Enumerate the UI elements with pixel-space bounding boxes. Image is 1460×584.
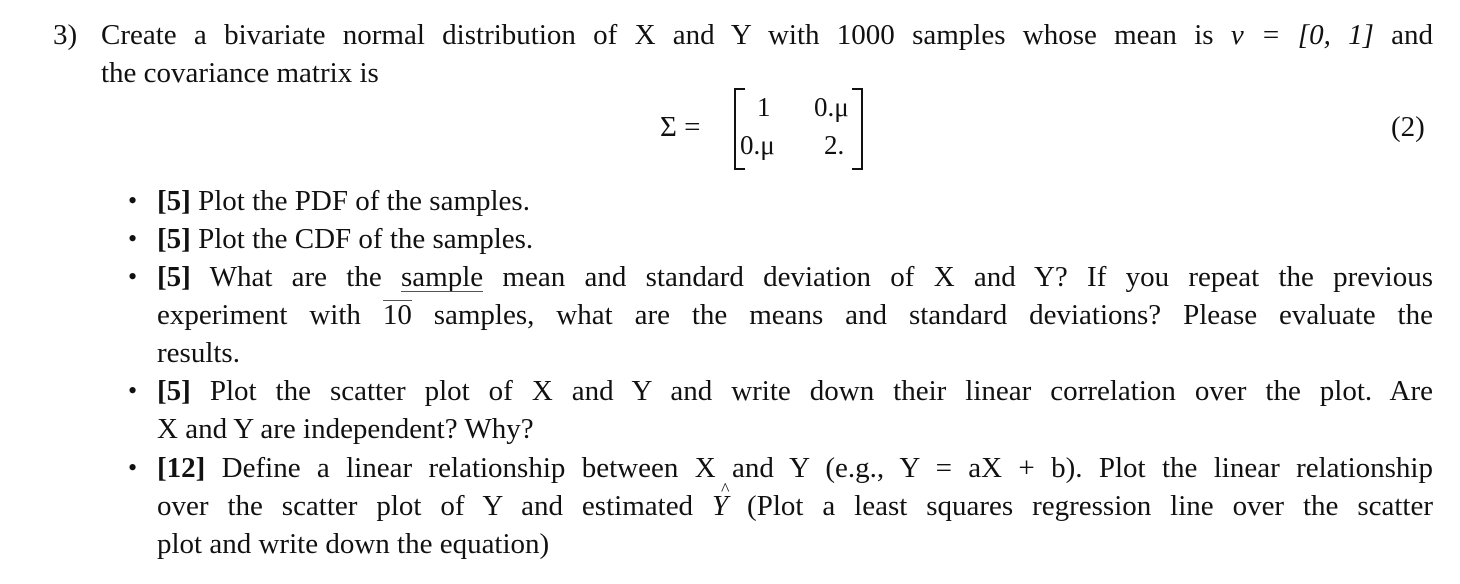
- bullet-5-line-3: plot and write down the equation): [157, 528, 550, 560]
- bullet-1-points: [5]: [157, 185, 191, 217]
- bullet-1-text: Plot the PDF of the samples.: [198, 185, 530, 217]
- bullet-5-line-1: [157, 451, 1433, 485]
- bullet-3-overlined-number: 10: [382, 299, 412, 331]
- bullet-3-line-2: [157, 298, 1433, 332]
- bullet-dot-2: •: [128, 224, 138, 253]
- bullet-5-text: Define a linear relationship between X and Y (e.g., Y = aX + b). Plot the linear relationship: [221, 452, 1433, 484]
- matrix-a11: 1: [757, 92, 771, 122]
- bullet-5-line2-b: (Plot a least squares regression line over the scatter: [747, 490, 1434, 522]
- bullet-dot-5: •: [128, 453, 138, 482]
- matrix-a21: 0.μ: [740, 130, 775, 160]
- bullet-2: [157, 222, 533, 256]
- bullet-4-text: Plot the scatter plot of X and Y and write down their linear correlation over the plot. Are: [209, 375, 1434, 407]
- intro-line-1: [101, 18, 1433, 52]
- bullet-4-line-1: [157, 374, 1433, 408]
- problem-number: 3): [53, 19, 78, 51]
- bullet-3-underlined-word: sample: [401, 261, 484, 293]
- intro-line-2: the covariance matrix is: [101, 57, 379, 89]
- matrix-a22: 2.: [824, 130, 845, 160]
- intro-and: and: [1391, 19, 1434, 51]
- intro-text: Create a bivariate normal distribution of X and Y with 1000 samples whose mean is: [101, 19, 1214, 51]
- mean-expression: ν = [0, 1]: [1230, 19, 1374, 51]
- bullet-1: [157, 184, 530, 218]
- bullet-4-points: [5]: [157, 375, 191, 407]
- bullet-3-line2-b: samples, what are the means and standard deviations? Please evaluate the: [433, 299, 1433, 331]
- bullet-3-text-a: What are the: [209, 261, 382, 293]
- equation-number: (2): [1391, 111, 1425, 143]
- bullet-5-line-2: [157, 489, 1433, 523]
- bullet-dot-3: •: [128, 262, 138, 291]
- bullet-3-line-1: [157, 260, 1433, 294]
- bullet-dot-4: •: [128, 376, 138, 405]
- bullet-dot-1: •: [128, 186, 138, 215]
- bullet-4-line-2: X and Y are independent? Why?: [157, 413, 534, 445]
- bullet-2-points: [5]: [157, 223, 191, 255]
- bullet-3-line-3: results.: [157, 337, 240, 369]
- matrix-a12: 0.μ: [814, 92, 849, 122]
- y-hat-symbol: ^ Y: [712, 489, 728, 523]
- bullet-3-line2-a: experiment with: [157, 299, 361, 331]
- bullet-5-points: [12]: [157, 452, 206, 484]
- bullet-5-line2-a: over the scatter plot of Y and estimated: [157, 490, 694, 522]
- matrix-right-bracket: [852, 88, 863, 170]
- bullet-2-text: Plot the CDF of the samples.: [198, 223, 534, 255]
- sigma-label: Σ =: [660, 111, 701, 143]
- bullet-3-text-b: mean and standard deviation of X and Y? If you repeat the previous: [502, 261, 1434, 293]
- bullet-3-points: [5]: [157, 261, 191, 293]
- covariance-matrix: [0, 88, 1460, 168]
